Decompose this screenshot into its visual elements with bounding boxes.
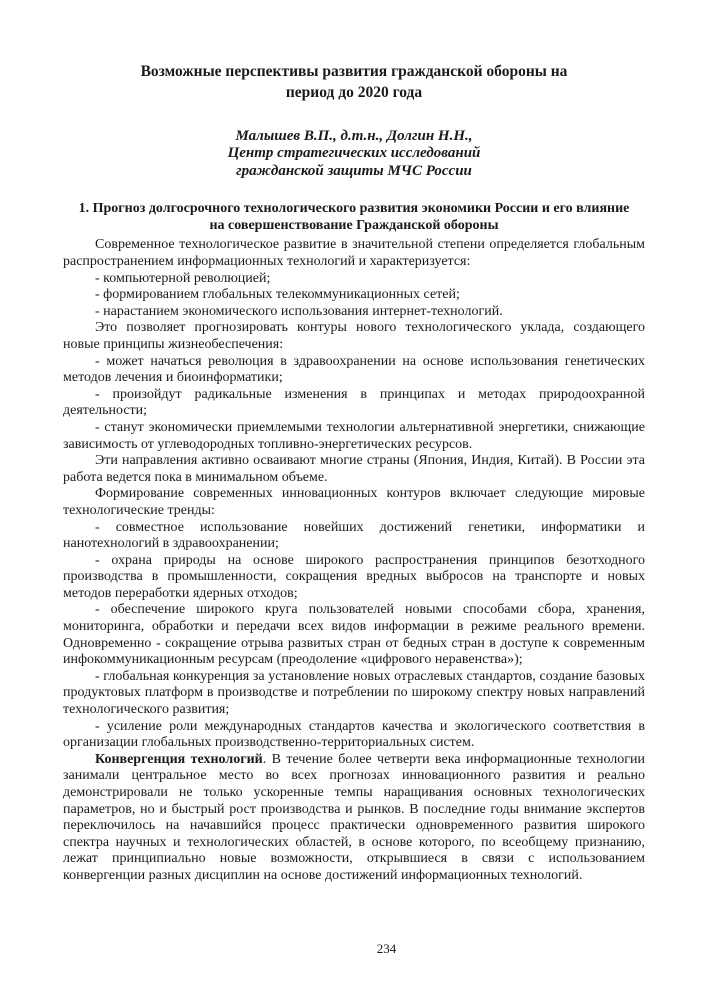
paragraph-bullet-environmental-changes: - произойдут радикальные изменения в принципах и методах природоохранной деятельности;	[63, 386, 645, 419]
author-line-3: гражданской защиты МЧС России	[236, 162, 472, 179]
paragraph-bullet-genetics-informatics: - совместное использование новейших достижений генетики, информатики и нанотехнологий в здравоохранении;	[63, 519, 645, 552]
paragraph-convergence	[63, 752, 645, 885]
paragraph-bullet-nature-protection: - охрана природы на основе широкого распространения принципов безотходного производства в промышленности, сокращения вредных выбросов на транспорте и новых методов переработки ядерных отходов;	[63, 552, 645, 601]
authors-block	[63, 128, 645, 180]
section-heading: 1. Прогноз долгосрочного технологического развития экономики России и его влияние на совершенствование Гражданской обороны	[78, 201, 630, 233]
paragraph-bullet-telecom-networks: - формированием глобальных телекоммуникационных сетей;	[95, 287, 460, 303]
paragraph-trends-intro: Формирование современных инновационных контуров включает следующие мировые технологические тренды:	[63, 486, 645, 518]
paragraph-bullet-information-access: - обеспечение широкого круга пользователей новыми способами сбора, хранения, мониторинга, обработки и передачи всех видов информации в режиме реального времени. Одновременно - сокращение отрыва развитых стран от бедных стран в доступе к современным инфокоммуникационным ресурсам (преодоление «цифрового неравенства»);	[63, 602, 645, 668]
paragraph-bullet-international-standards: - усиление роли международных стандартов качества и экологического соответствия в организации глобальных производственно-территориальных систем.	[63, 718, 645, 751]
paragraph-bullet-global-competition: - глобальная конкуренция за установление новых отраслевых стандартов, создание базовых продуктовых платформ в производстве и потреблении по широкому спектру новых направлений технологического развития;	[63, 668, 645, 718]
author-line-1: Малышев В.П., д.т.н., Долгин Н.Н.,	[235, 128, 473, 144]
paragraph-bullet-alternative-energy: - станут экономически приемлемыми технологии альтернативной энергетики, снижающие зависимость от углеводородных топливно-энергетических ресурсов.	[63, 419, 645, 452]
document-content	[63, 0, 645, 885]
paragraph-convergence-lead: Конвергенция технологий	[95, 751, 263, 767]
paragraph-bullet-healthcare-revolution: - может начаться революция в здравоохранении на основе использования генетических методов лечения и биоинформатики;	[63, 353, 645, 386]
paragraph-countries: Эти направления активно осваивают многие страны (Япония, Индия, Китай). В России эта работа ведется пока в минимальном объеме.	[63, 453, 645, 485]
paragraph-convergence-text: . В течение более четверти века информационные технологии занимали центральное место во всех прогнозах инновационного развития и реально демонстрировали не только ускоренные темпы наращивания основных технологических параметров, но и быстрый рост производства и рынков. В последние годы внимание экспертов переключилось на начавшийся процесс практически одновременного развития широкого спектра научных и технологических областей, в основе которого, по всеобщему признанию, лежат принципиально новые возможности, открывшиеся в связи с использованием конвергенции разных дисциплин на основе достижений информационных технологий.	[63, 751, 646, 883]
paragraph-bullet-computer-revolution: - компьютерной революцией;	[95, 270, 271, 286]
page-number: 234	[376, 941, 397, 956]
paragraph-bullet-internet-technologies: - нарастанием экономического использования интернет-технологий.	[95, 303, 503, 319]
document-body	[63, 237, 645, 884]
paragraph-intro: Современное технологическое развитие в значительной степени определяется глобальным распространением информационных технологий и характеризуется:	[63, 237, 645, 269]
author-line-2: Центр стратегических исследований	[227, 145, 481, 162]
paragraph-forecast: Это позволяет прогнозировать контуры нового технологического уклада, создающего новые принципы жизнеобеспечения:	[63, 320, 645, 352]
document-title: Возможные перспективы развития гражданской обороны на период до 2020 года	[140, 63, 568, 101]
